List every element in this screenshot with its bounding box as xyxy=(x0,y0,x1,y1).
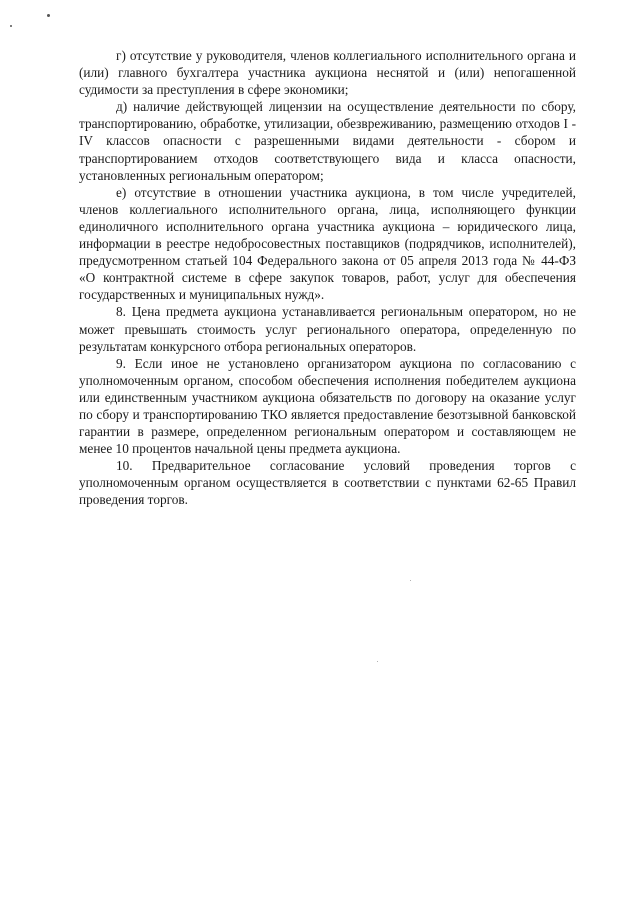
scan-speck xyxy=(47,14,50,17)
scan-speck xyxy=(410,580,411,581)
document-body xyxy=(79,47,576,509)
scan-speck xyxy=(10,25,12,27)
paragraph-10-approval: 10. Предварительное согласование условий проведения торгов с уполномоченным органом осуществляется в соответствии с пунктами 62-65 Правил проведения торгов. xyxy=(79,458,576,508)
paragraph-9-guarantee: 9. Если иное не установлено организатором аукциона по согласованию с уполномоченным органом, способом обеспечения исполнения победителем аукциона или единственным участником аукциона обязательств по договору на оказание услуг по сбору и транспортированию ТКО является предоставление безотзывной банковской гарантии в размере, определенном региональным оператором и составляющем не менее 10 процентов начальной цены предмета аукциона. xyxy=(79,355,576,457)
scan-speck xyxy=(377,661,378,662)
paragraph-8-price: 8. Цена предмета аукциона устанавливается региональным оператором, но не может превышать стоимость услуг регионального оператора, определенную по результатам конкурсного отбора региональных операторов. xyxy=(79,304,576,354)
paragraph-d-license: д) наличие действующей лицензии на осуществление деятельности по сбору, транспортированию, обработке, утилизации, обезвреживанию, размещению отходов I - IV классов опасности с разрешенными видами деятельности - сбором и транспортированием отходов соответствующего вида и класса опасности, установленных региональным оператором; xyxy=(79,99,576,183)
paragraph-e-registry: е) отсутствие в отношении участника аукциона, в том числе учредителей, членов коллегиального исполнительного органа, лица, исполняющего функции единоличного исполнительного органа участника аукциона – юридического лица, информации в реестре недобросовестных поставщиков (подрядчиков, исполнителей), предусмотренном статьей 104 Федерального закона от 05 апреля 2013 года № 44-ФЗ «О контрактной системе в сфере закупок товаров, работ, услуг для обеспечения государственных и муниципальных нужд». xyxy=(79,184,576,303)
paragraph-g-criminal-record: г) отсутствие у руководителя, членов коллегиального исполнительного органа и (или) главного бухгалтера участника аукциона неснятой и (или) непогашенной судимости за преступления в сфере экономики; xyxy=(79,48,576,98)
